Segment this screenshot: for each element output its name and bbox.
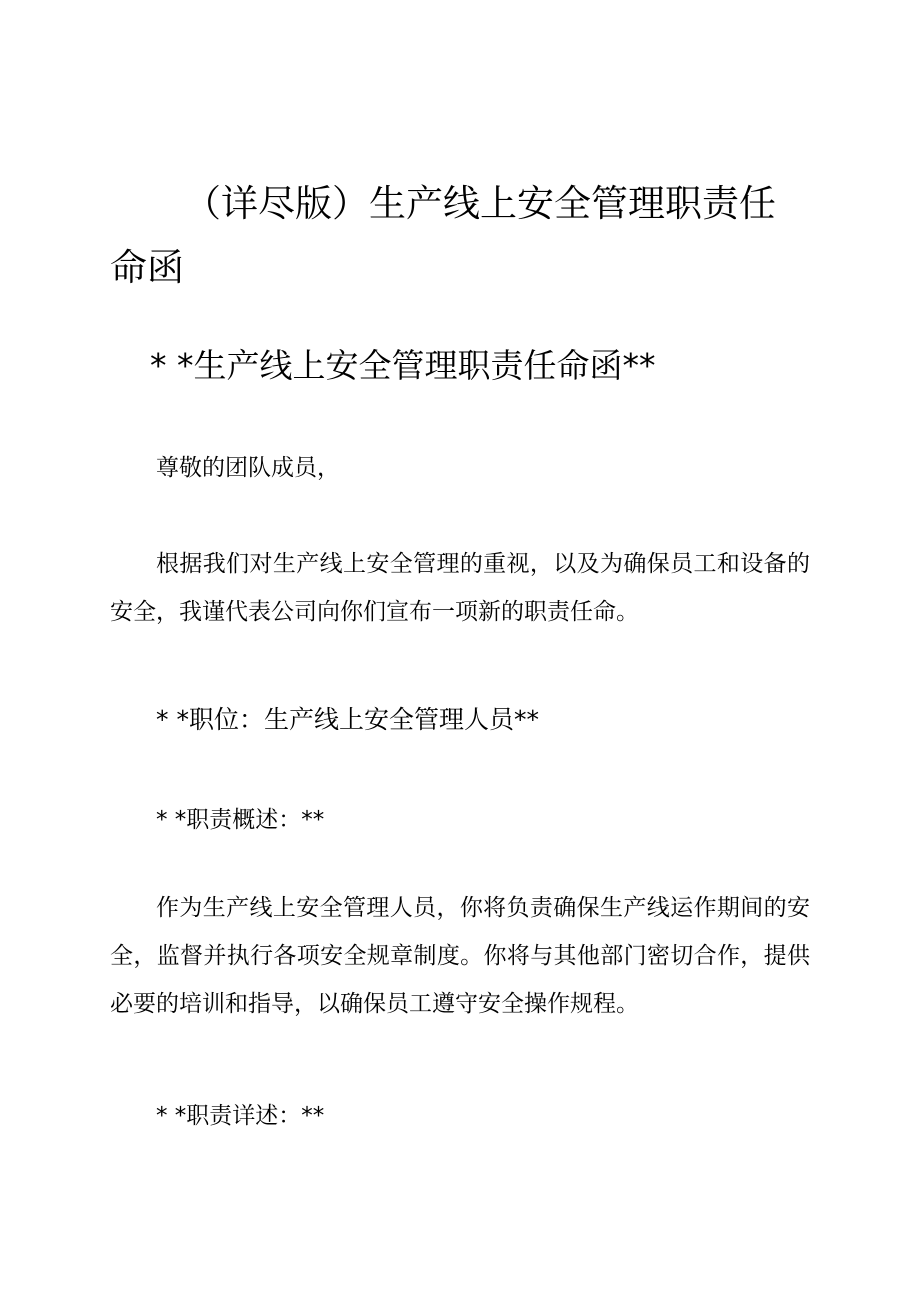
summary-heading: * *职责概述：**	[156, 807, 325, 833]
role-paragraph: 作为生产线上安全管理人员，你将负责确保生产线运作期间的安全，监督并执行各项安全规章制度。你将与其他部门密切合作，提供必要的培训和指导，以确保员工遵守安全操作规程。	[110, 895, 810, 1017]
document-title: （详尽版）生产线上安全管理职责任命函	[110, 182, 776, 289]
main-heading: * *生产线上安全管理职责任命函**	[150, 346, 656, 385]
greeting-paragraph: 尊敬的团队成员，	[156, 455, 340, 481]
details-heading: * *职责详述：**	[156, 1103, 325, 1129]
intro-paragraph: 根据我们对生产线上安全管理的重视，以及为确保员工和设备的安全，我谨代表公司向你们宣布一项新的职责任命。	[110, 551, 810, 625]
position-heading: * *职位：生产线上安全管理人员**	[156, 705, 539, 734]
